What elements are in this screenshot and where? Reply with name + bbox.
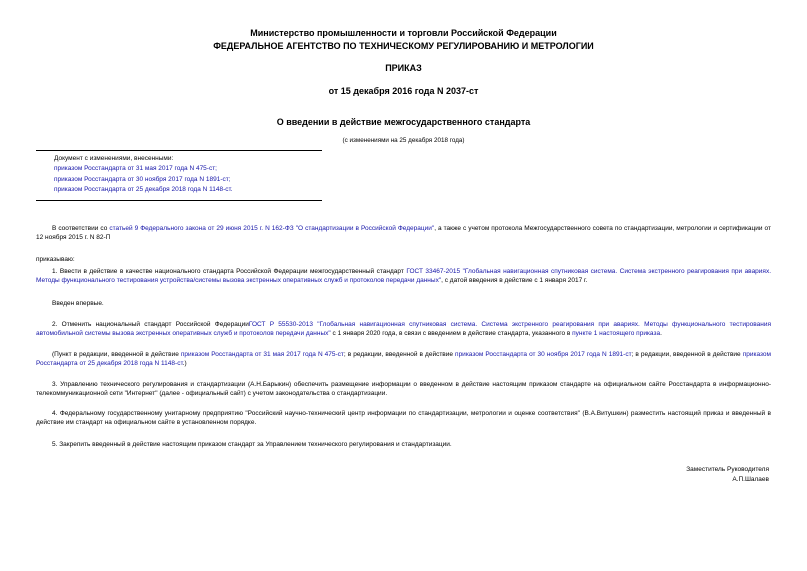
law-link[interactable]: статьей 9 Федерального закона от 29 июня 2015 г. N 162-ФЗ "О стандартизации в Российской Федерации" [109, 225, 435, 232]
change-link-1[interactable]: приказом Росстандарта от 31 мая 2017 года N 475-ст; [54, 165, 217, 172]
changes-top-rule [36, 150, 322, 151]
edition-link-2[interactable]: приказом Росстандарта от 30 ноября 2017 года N 1891-ст [455, 351, 632, 358]
item-2-edition-note: (Пункт в редакции, введенной в действие приказом Росстандарта от 31 мая 2017 года N 475-ст; в редакции, введенной в действие приказом Росстандарта от 30 ноября 2017 года N 1891-ст; в редакции, введенной в действие приказом Росстандарта от 25 декабря 2018 года N 1148-ст.) [36, 351, 771, 367]
changes-bottom-rule [36, 200, 322, 201]
preamble-paragraph: В соответствии со статьей 9 Федерального закона от 29 июня 2015 г. N 162-ФЗ "О стандартизации в Российской Федерации", а также с учетом протокола Межгосударственного совета по стандартизации, метрологии и сертификации от 12 ноября 2015 г. N 82-П [36, 225, 771, 241]
changes-intro: Документ с изменениями, внесенными: [54, 155, 174, 162]
ministry-name: Министерство промышленности и торговли Российской Федерации [250, 28, 557, 38]
agency-name: ФЕДЕРАЛЬНОЕ АГЕНТСТВО ПО ТЕХНИЧЕСКОМУ РЕГУЛИРОВАНИЮ И МЕТРОЛОГИИ [213, 41, 594, 51]
item-2-paragraph: 2. Отменить национальный стандарт Российской ФедерацииГОСТ Р 55530-2013 "Глобальная навигационная спутниковая система. Система экстренного реагирования при авариях. Методы функционального тестирования автомобильной системы вызова экстренных оперативных служб и протоколов передачи данных" с 1 января 2020 года, в связи с введением в действие стандарта, указанного в пункте 1 настоящего приказа. [36, 321, 771, 337]
doc-date-number: от 15 декабря 2016 года N 2037-ст [328, 86, 479, 96]
item-3-paragraph: 3. Управлению технического регулирования и стандартизации (А.Н.Барыкин) обеспечить размещение информации о введенном в действие настоящим приказом стандарте на официальном сайте Росстандарта в информационно-телекоммуникационной сети "Интернет" (далее - официальный сайт) с учетом законодательства о стандартизации. [36, 381, 771, 397]
signatory-position: Заместитель Руководителя [686, 466, 769, 473]
item-1-ref-link[interactable]: пункте 1 настоящего приказа [572, 330, 661, 337]
doc-type: ПРИКАЗ [385, 63, 422, 73]
order-word: приказываю: [36, 256, 75, 263]
introduced-note: Введен впервые. [52, 300, 104, 307]
gost-55530-link[interactable]: ГОСТ Р 55530-2013 "Глобальная навигационная спутниковая система. Система экстренного реагирования при авариях. Методы функционального тестирования автомобильной системы вызова экстренных оперативных служб и протоколов передачи данных" [36, 321, 771, 337]
signatory-name: А.П.Шалаев [732, 476, 769, 483]
edition-note: (с изменениями на 25 декабря 2018 года) [342, 137, 465, 144]
item-1-paragraph: 1. Ввести в действие в качестве национального стандарта Российской Федерации межгосударственный стандарт ГОСТ 33467-2015 "Глобальная навигационная спутниковая система. Система экстренного реагирования при авариях. Методы функционального тестирования устройства/системы вызова экстренных оперативных служб и протоколов передачи данных", с датой введения в действие с 1 января 2017 г. [36, 268, 772, 284]
edition-link-3[interactable]: приказом Росстандарта от 25 декабря 2018 года N 1148-ст [36, 351, 771, 367]
item-4-paragraph: 4. Федеральному государственному унитарному предприятию "Российский научно-технический центр информации по стандартизации, метрологии и оценке соответствия" (В.А.Витушкин) разместить настоящий приказ и введенный в действие им стандарт на официальном сайте в установленном порядке. [36, 410, 771, 426]
edition-link-1[interactable]: приказом Росстандарта от 31 мая 2017 года N 475-ст [180, 351, 344, 358]
doc-title: О введении в действие межгосударственного стандарта [276, 117, 531, 127]
change-link-3[interactable]: приказом Росстандарта от 25 декабря 2018 года N 1148-ст. [54, 186, 233, 193]
item-5-paragraph: 5. Закрепить введенный в действие настоящим приказом стандарт за Управлением технического регулирования и стандартизации. [52, 441, 452, 448]
gost-33467-link[interactable]: ГОСТ 33467-2015 "Глобальная навигационная спутниковая система. Система экстренного реагирования при авариях. Методы функционального тестирования устройства/системы вызова экстренных оперативных служб и протоколов передачи данных" [36, 268, 772, 284]
change-link-2[interactable]: приказом Росстандарта от 30 ноября 2017 года N 1891-ст; [54, 176, 231, 183]
